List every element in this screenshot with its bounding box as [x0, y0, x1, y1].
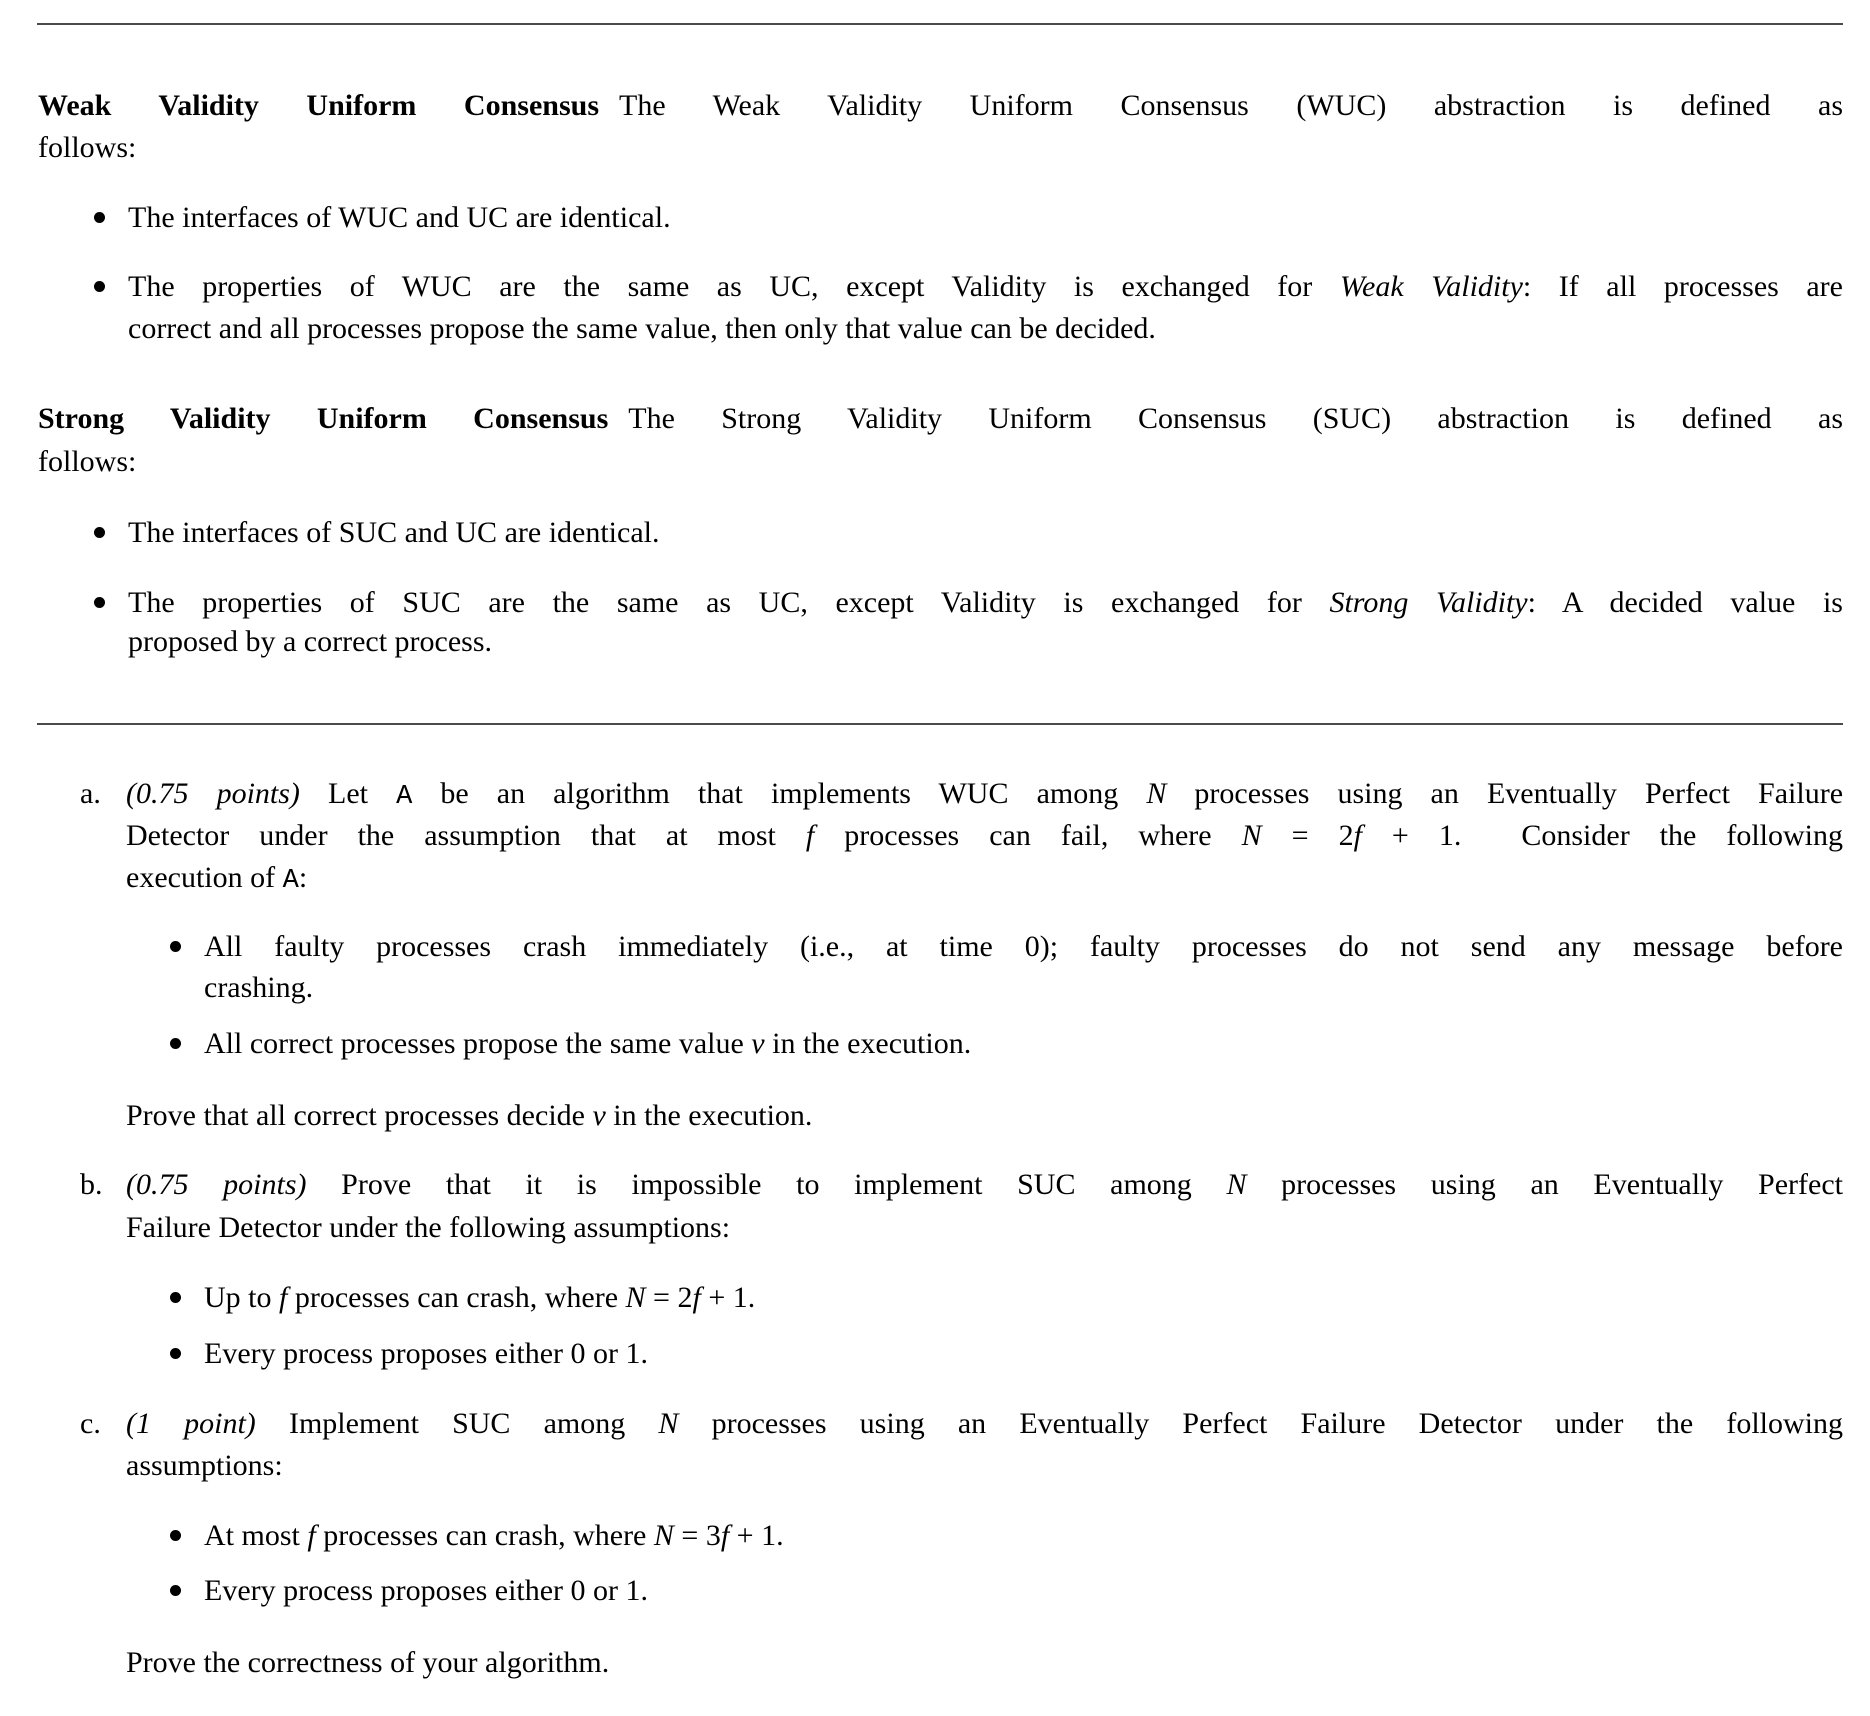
italic-text: f	[720, 1519, 730, 1552]
text-run: The interfaces of SUC and UC are identical.	[128, 516, 660, 549]
text-run: be an algorithm that implements WUC among	[412, 777, 1147, 810]
italic-text: N	[1146, 777, 1167, 810]
code-text: A	[282, 866, 299, 896]
bullet-line	[128, 197, 1843, 239]
text-run: : A decided value is	[1527, 586, 1843, 619]
bullet-line	[204, 926, 1843, 968]
text-run: + 1.	[729, 1519, 784, 1552]
text-run: = 2	[1261, 819, 1354, 852]
part-label: b.	[80, 1168, 103, 1201]
bullet-line	[128, 621, 1843, 663]
italic-text: N	[625, 1281, 646, 1314]
part-line	[126, 1403, 1843, 1445]
text-run: All correct processes propose the same value	[204, 1027, 752, 1060]
bullet-icon	[170, 941, 181, 952]
bullet-line	[128, 266, 1843, 308]
text-run: + 1.	[700, 1281, 756, 1314]
bullet-line	[128, 582, 1843, 624]
part-closing	[126, 1095, 1843, 1137]
bullet-line	[204, 1570, 1843, 1612]
text-run: The properties of SUC are the same as UC, except Validity is exchanged for	[128, 586, 1330, 619]
italic-text: Strong Validity	[1329, 586, 1528, 619]
definition-intro: The Strong Validity Uniform Consensus (SUC) abstraction is defined as	[628, 402, 1843, 435]
bullet-line	[204, 1333, 1843, 1375]
bullet-icon	[170, 1348, 181, 1359]
top-divider	[37, 23, 1843, 25]
italic-text: N	[658, 1407, 679, 1440]
text-run: processes can crash, where	[315, 1519, 654, 1552]
text-run: : If all processes are	[1522, 270, 1843, 303]
bullet-line	[204, 1277, 1843, 1319]
italic-text: f	[1353, 819, 1362, 852]
definition-heading: Strong Validity Uniform Consensus	[38, 402, 609, 435]
italic-text: f	[805, 819, 815, 852]
italic-text: f	[307, 1519, 316, 1552]
text-run: Prove the correctness of your algorithm.	[126, 1646, 610, 1679]
bullet-line	[128, 512, 1843, 554]
text-run: processes can fail, where	[814, 819, 1242, 852]
text-run: in the execution.	[764, 1027, 972, 1060]
bullet-line	[204, 967, 1843, 1009]
italic-text: v	[751, 1027, 765, 1060]
italic-text: N	[1241, 819, 1262, 852]
text-run: assumptions:	[126, 1449, 283, 1482]
text-run: Prove that it is impossible to implement SUC among	[306, 1168, 1227, 1201]
text-run: Detector under the assumption that at most	[126, 819, 806, 852]
code-text: A	[396, 782, 413, 812]
text-run: Implement SUC among	[255, 1407, 659, 1440]
text-run: At most	[204, 1519, 308, 1552]
italic-text: N	[1226, 1168, 1247, 1201]
text-run: processes can crash, where	[287, 1281, 626, 1314]
bullet-icon	[94, 527, 105, 538]
text-run: Up to	[204, 1281, 279, 1314]
bullet-icon	[170, 1585, 181, 1596]
part-line	[126, 857, 1843, 899]
part-closing	[126, 1642, 1843, 1684]
part-line	[126, 815, 1843, 857]
italic-text: v	[592, 1099, 606, 1132]
part-label: c.	[80, 1407, 101, 1440]
text-run: + 1. Consider the following	[1361, 819, 1843, 852]
italic-text: (0.75 points)	[126, 777, 300, 810]
part-line	[126, 1207, 1843, 1249]
text-run: proposed by a correct process.	[128, 625, 493, 658]
bullet-icon	[170, 1530, 181, 1541]
text-run: Every process proposes either 0 or 1.	[204, 1337, 649, 1370]
bullet-icon	[94, 597, 105, 608]
definition-intro-line	[38, 85, 1843, 127]
text-run: Every process proposes either 0 or 1.	[204, 1574, 649, 1607]
part-label: a.	[80, 777, 101, 810]
definition-intro: The Weak Validity Uniform Consensus (WUC) abstraction is defined as	[619, 89, 1843, 122]
text-run: Let	[299, 777, 397, 810]
italic-text: N	[653, 1519, 674, 1552]
italic-text: (1 point)	[126, 1407, 256, 1440]
bullet-icon	[170, 1292, 181, 1303]
text-run: correct and all processes propose the same value, then only that value can be decided.	[128, 312, 1156, 345]
text-run: = 3	[673, 1519, 721, 1552]
definition-intro-continuation: follows:	[38, 445, 137, 478]
bullet-line	[128, 308, 1843, 350]
bullet-line	[204, 1023, 1843, 1065]
section-divider	[37, 723, 1843, 725]
definition-intro-line	[38, 398, 1843, 440]
bullet-icon	[170, 1038, 181, 1049]
text-run: = 2	[645, 1281, 693, 1314]
part-line	[126, 1445, 1843, 1487]
text-run: All faulty processes crash immediately (i.e., at time 0); faulty processes do not send any message before	[204, 930, 1843, 963]
definition-heading: Weak Validity Uniform Consensus	[38, 89, 599, 122]
definition-intro-continuation: follows:	[38, 131, 137, 164]
italic-text: Weak Validity	[1339, 270, 1523, 303]
italic-text: (0.75 points)	[126, 1168, 307, 1201]
text-run: The interfaces of WUC and UC are identical.	[128, 201, 671, 234]
bullet-icon	[94, 281, 105, 292]
bullet-line	[204, 1515, 1843, 1557]
text-run: execution of	[126, 861, 283, 894]
text-run: Prove that all correct processes decide	[126, 1099, 593, 1132]
text-run: Failure Detector under the following assumptions:	[126, 1211, 731, 1244]
text-run: :	[298, 861, 308, 894]
bullet-icon	[94, 212, 105, 223]
text-run: processes using an Eventually Perfect	[1246, 1168, 1844, 1201]
part-line	[126, 773, 1843, 815]
italic-text: f	[692, 1281, 701, 1314]
text-run: The properties of WUC are the same as UC, except Validity is exchanged for	[128, 270, 1340, 303]
text-run: in the execution.	[605, 1099, 813, 1132]
text-run: processes using an Eventually Perfect Failure	[1166, 777, 1844, 810]
italic-text: f	[279, 1281, 288, 1314]
text-run: crashing.	[204, 971, 314, 1004]
text-run: processes using an Eventually Perfect Failure Detector under the following	[678, 1407, 1843, 1440]
part-line	[126, 1164, 1843, 1206]
